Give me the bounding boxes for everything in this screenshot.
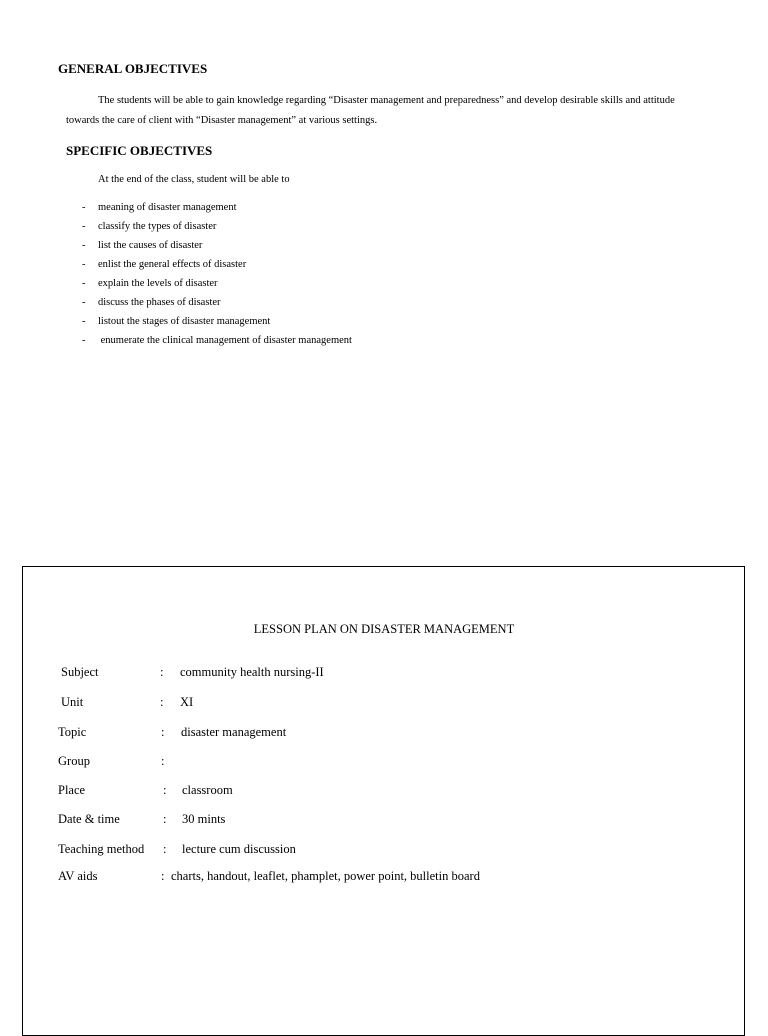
bullet-dash: - [82,221,86,232]
field-colon: : [161,869,165,883]
lesson-plan-title: LESSON PLAN ON DISASTER MANAGEMENT [253,622,515,636]
bullet-dash: - [82,240,86,251]
general-objectives-line-2: towards the care of client with “Disaster management” at various settings. [66,115,378,126]
list-item [82,259,246,270]
specific-objectives-intro: At the end of the class, student will be able to [98,174,290,185]
list-item-text: discuss the phases of disaster [98,297,221,308]
list-item [82,240,202,251]
field-value: disaster management [181,725,287,739]
field-value: charts, handout, leaflet, phamplet, power point, bulletin board [171,869,480,883]
list-item [82,297,220,308]
bullet-dash: - [82,335,86,346]
bullet-dash: - [82,297,86,308]
list-item-text: listout the stages of disaster management [98,316,271,327]
general-objectives-line-1: The students will be able to gain knowledge regarding “Disaster management and preparedness” and develop desirable skills and attitude [98,95,675,106]
list-item [82,335,352,346]
field-value: 30 mints [182,812,226,826]
list-item [82,221,216,232]
field-label: Teaching method [58,842,145,856]
field-value: lecture cum discussion [182,842,296,856]
list-item-text: enlist the general effects of disaster [98,259,247,270]
field-colon: : [160,695,164,709]
field-value: classroom [182,783,233,797]
field-label: Topic [58,725,87,739]
field-label: Group [58,754,90,768]
field-label: Place [58,783,86,797]
bullet-dash: - [82,202,86,213]
bullet-dash: - [82,278,86,289]
general-objectives-heading: GENERAL OBJECTIVES [58,61,208,76]
list-item-text: enumerate the clinical management of disaster management [98,335,352,346]
bullet-dash: - [82,259,86,270]
field-colon: : [163,842,167,856]
field-label: AV aids [58,869,98,883]
field-colon: : [163,783,167,797]
specific-objectives-heading: SPECIFIC OBJECTIVES [66,143,213,158]
field-value: community health nursing-II [180,665,324,679]
field-colon: : [163,812,167,826]
field-label: Unit [61,695,84,709]
list-item [82,278,218,289]
field-label: Subject [61,665,99,679]
field-colon: : [161,754,165,768]
list-item [82,202,237,213]
list-item-text: meaning of disaster management [98,202,237,213]
list-item-text: list the causes of disaster [98,240,203,251]
field-label: Date & time [58,812,120,826]
bullet-dash: - [82,316,86,327]
list-item-text: explain the levels of disaster [98,278,218,289]
list-item [82,316,270,327]
field-colon: : [160,665,164,679]
field-colon: : [161,725,165,739]
field-value: XI [180,695,194,709]
list-item-text: classify the types of disaster [98,221,217,232]
